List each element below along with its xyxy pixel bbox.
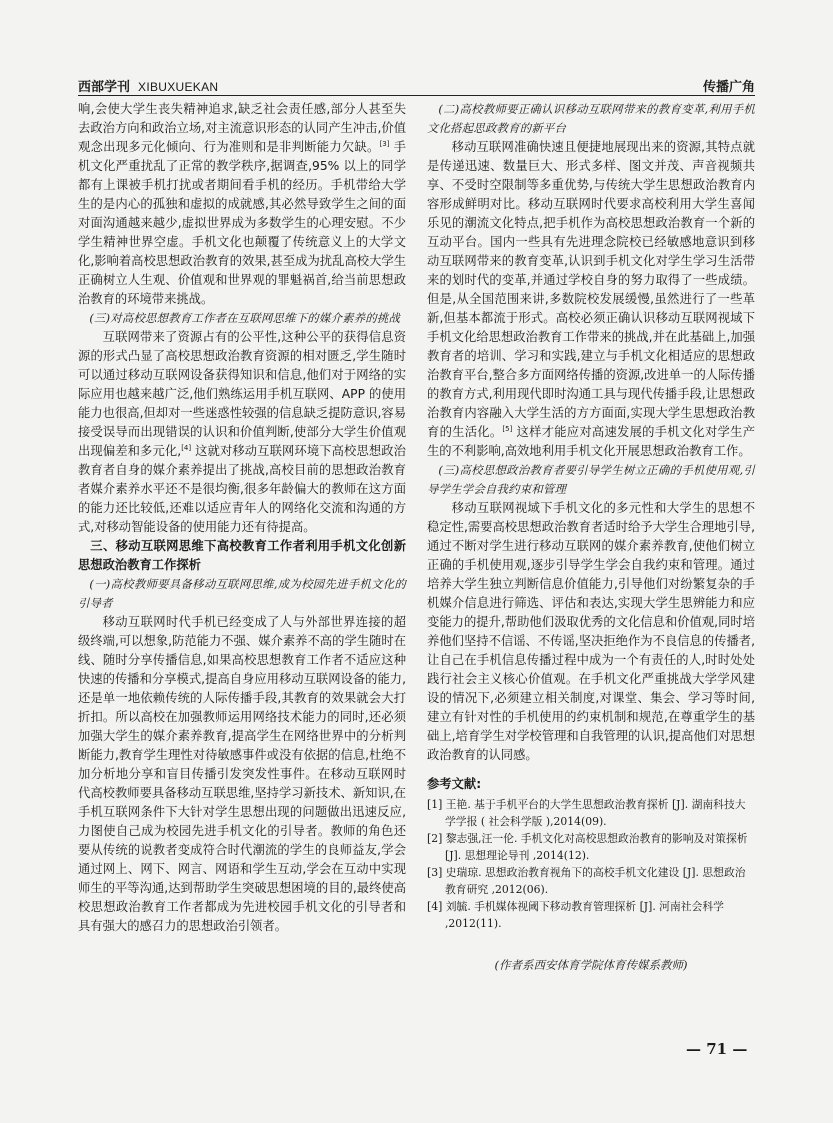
reference-item: [4] 刘毓. 手机媒体视阈下移动教育管理探析 [J]. 河南社会科学 ,2012(11). <box>427 900 724 930</box>
citation-ref: [3] <box>379 139 390 148</box>
citation-ref: [5] <box>502 424 513 433</box>
reference-item: [1] 王艳. 基于手机平台的大学生思想政治教育探析 [J]. 湖南科技大学学报 ( 社会科学版 ),2014(09). <box>427 798 746 828</box>
page-number: — 71 — <box>686 1040 748 1058</box>
paragraph: 移动互联网时代手机已经变成了人与外部世界连接的超级终端,可以想象,防范能力不强、媒介素养不高的学生随时在线、随时分享传播信息,如果高校思想教育工作者不适应这种快速的传播和分享模式,提高自身应用移动互联网设备的能力,还是单一地依赖传统的人际传播手段,其教育的效果就会大打折扣。所以高校在加强教师运用网络技术能力的同时,还必须加强大学生的媒介素养教育,提高学生在网络世界中的分析判断能力,教育学生理性对待敏感事件或没有依据的信息,杜绝不加分析地分享和盲目传播引发突发性事件。在移动互联网时代高校教师要具备移动互联思维,坚持学习新技术、新知识,在手机互联网条件下大针对学生思想出现的问题做出迅速反应,力图使自己成为校园先进手机文化的引导者。教师的角色还要从传统的说教者变成符合时代潮流的学生的良师益友,学会通过网上、网下、网言、网语和学生互动,学会在互动中实现师生的平等沟通,达到帮助学生突破思想困境的目的,最终使高校思想政治教育工作者都成为先进校园手机文化的引导者和具有强大的感召力的思想政治引领者。 <box>78 615 406 933</box>
reference-item: [2] 黎志强,汪一伦. 手机文化对高校思想政治教育的影响及对策探析 [J]. 思想理论导刊 ,2014(12). <box>427 832 748 862</box>
journal-title <box>78 76 218 95</box>
journal-name-cn: 西部学刊 <box>78 80 131 95</box>
section-name: 传播广角 <box>702 80 755 95</box>
left-column <box>78 100 406 936</box>
header-rule <box>78 95 755 96</box>
journal-name-latin: XIBUXUEKAN <box>138 80 219 94</box>
paragraph: 移动互联网准确快速且便捷地展现出来的资源,其特点就是传递迅速、数量巨大、形式多样、图文并茂、声音视频共享、不受时空限制等多重优势,与传统大学生思想政治教育内容形成鲜明对比。移动互联网时代要求高校利用大学生喜闻乐见的潮流文化特点,把手机作为高校思想政治教育一个新的互动平台。国内一些具有先进理念院校已经敏感地意识到移动互联网带来的教育变革,认识到手机文化对学生学习生活带来的划时代的变革,并通过学校自身的努力取得了一些成绩。但是,从全国范围来讲,多数院校发展缓慢,虽然进行了一些革新,但基本都流于形式。高校必须正确认识移动互联网视域下手机文化给思想政治教育工作带来的挑战,并在此基础上,加强教育者的培训、学习和实践,建立与手机文化相适应的思想政治教育平台,整合多方面网络传播的资源,改进单一的人际传播的教育方式,利用现代即时沟通工具与现代传播手段,让思想政治教育内容融入大学生活的方方面面,实现大学生思想政治教育的生活化。[5] 这样才能应对高速发展的手机文化对学生产生的不利影响,高效地利用手机文化开展思想政治教育工作。 <box>427 140 755 458</box>
running-header <box>78 74 755 96</box>
paragraph: 移动互联网视域下手机文化的多元性和大学生的思想不稳定性,需要高校思想政治教育者适时给予大学生合理地引导,通过不断对学生进行移动互联网的媒介素养教育,使他们树立正确的手机使用观,逐步引导学生学会自我约束和管理。通过培养大学生独立判断信息价值能力,引导他们对纷繁复杂的手机媒介信息进行筛选、评估和表达,实现大学生思辨能力和应变能力的提升,帮助他们汲取优秀的文化信息和价值观,同时培养他们坚持不信谣、不传谣,坚决拒绝作为不良信息的传播者,让自己在手机信息传播过程中成为一个有责任的人,时时处处践行社会主义核心价值观。在手机文化严重挑战大学学风建设的情况下,必须建立相关制度,对课堂、集会、学习等时间,建立有针对性的手机使用的约束机制和规范,在尊重学生的基础上,培育学生对学校管理和自我管理的认识,提高他们对思想政治教育的认同感。 <box>427 501 755 762</box>
paragraph: 互联网带来了资源占有的公平性,这种公平的获得信息资源的形式凸显了高校思想政治教育资源的相对匮乏,学生随时可以通过移动互联网设备获得知识和信息,他们对于网络的实际应用也越来越广泛,他们熟练运用手机互联网、APP 的使用能力也很高,但却对一些迷惑性较强的信息缺乏提防意识,容易接受误导而出现错误的认识和价值判断,使部分大学生价值观出现偏差和多元化,[4] 这就对移动互联网环境下高校思想政治教育者自身的媒介素养提出了挑战,高校目前的思想政治教育者媒介素养水平还不是很均衡,很多年龄偏大的教师在这方面的能力还比较低,还难以适应青年人的网络化交流和沟通的方式,对移动智能设备的使用能力还有待提高。 <box>78 330 406 534</box>
author-note: (作者系西安体育学院体育传媒系教师) <box>494 958 688 972</box>
subsection-heading: (二)高校教师要正确认识移动互联网带来的教育变革,利用手机文化搭起思政教育的新平台 <box>427 102 755 135</box>
right-column <box>427 100 755 975</box>
subsection-heading: (一)高校教师要具备移动互联网思维,成为校园先进手机文化的引导者 <box>78 577 406 610</box>
reference-item: [3] 史瑞琼. 思想政治教育视角下的高校手机文化建设 [J]. 思想政治教育研究 ,2012(06). <box>427 866 746 896</box>
section-heading: 三、移动互联网思维下高校教育工作者利用手机文化创新思想政治教育工作探析 <box>78 539 406 572</box>
subsection-heading: (三)对高校思想教育工作者在互联网思维下的媒介素养的挑战 <box>89 311 401 325</box>
subsection-heading: (三)高校思想政治教育者要引导学生树立正确的手机使用观,引导学生学会自我约束和管理 <box>427 463 755 496</box>
citation-ref: [4] <box>181 443 192 452</box>
references-title: 参考文献: <box>427 777 482 791</box>
paragraph: 响,会使大学生丧失精神追求,缺乏社会责任感,部分人甚至失去政治方向和政治立场,对主流意识形态的认同产生冲击,价值观念出现多元化倾向、行为准则和是非判断能力欠缺。[3] 手机文化严重扰乱了正常的教学秩序,据调查,95% 以上的同学都有上课被手机打扰或者期间看手机的经历。手机带给大学生的是内心的孤独和虚拟的成就感,其必然导致学生之间的面对面沟通越来越少,虚拟世界成为多数学生的心理安慰。不少学生精神世界空虚。手机文化也颠覆了传统意义上的大学文化,影响着高校思想政治教育的效果,甚至成为扰乱高校大学生正确树立人生观、价值观和世界观的罪魁祸首,给当前思想政治教育的环境带来挑战。 <box>78 102 406 306</box>
